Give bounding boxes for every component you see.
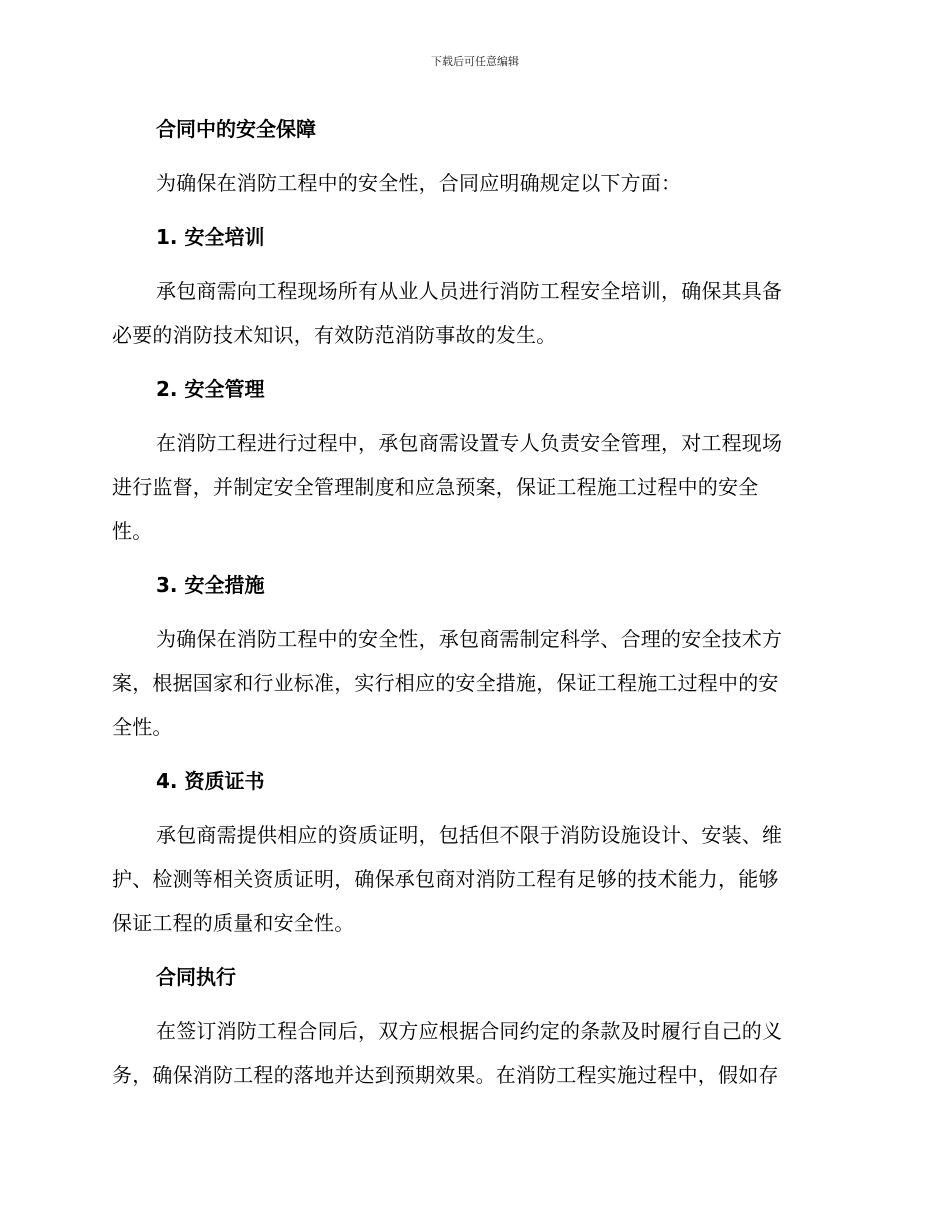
- heading-qualification: 4. 资质证书: [156, 769, 265, 793]
- paragraph-safety-training: [112, 269, 832, 357]
- intro-paragraph: [112, 161, 832, 205]
- paragraph-line: 务，确保消防工程的落地并达到预期效果。在消防工程实施过程中，假如存: [112, 1063, 779, 1087]
- paragraph-line: 进行监督，并制定安全管理制度和应急预案，保证工程施工过程中的安全: [112, 475, 759, 499]
- paragraph-line: 案，根据国家和行业标准，实行相应的安全措施，保证工程施工过程中的安: [112, 671, 779, 695]
- document-body: [112, 107, 832, 1107]
- paragraph-line: 在消防工程进行过程中，承包商需设置专人负责安全管理，对工程现场: [156, 431, 783, 455]
- heading-safety-management: 2. 安全管理: [156, 377, 265, 401]
- paragraph-safety-management: [112, 421, 832, 553]
- paragraph-line: 必要的消防技术知识，有效防范消防事故的发生。: [112, 323, 557, 347]
- paragraph-line: 为确保在消防工程中的安全性，合同应明确规定以下方面：: [156, 171, 682, 195]
- paragraph-execution: [112, 1009, 832, 1097]
- heading-safety-training: 1. 安全培训: [156, 225, 265, 249]
- paragraph-line: 在签订消防工程合同后，双方应根据合同约定的条款及时履行自己的义: [156, 1019, 783, 1043]
- heading-safety-measures: 3. 安全措施: [156, 573, 265, 597]
- paragraph-line: 护、检测等相关资质证明，确保承包商对消防工程有足够的技术能力，能够: [112, 867, 779, 891]
- section-title-safety: 合同中的安全保障: [156, 117, 316, 141]
- paragraph-line: 全性。: [112, 715, 173, 739]
- paragraph-line: 保证工程的质量和安全性。: [112, 911, 355, 935]
- paragraph-line: 性。: [112, 519, 153, 543]
- page-header: 下载后可任意编辑: [431, 55, 519, 68]
- section-title-execution: 合同执行: [156, 965, 236, 989]
- paragraph-line: 承包商需向工程现场所有从业人员进行消防工程安全培训，确保其具备: [156, 279, 783, 303]
- paragraph-safety-measures: [112, 617, 832, 749]
- paragraph-qualification: [112, 813, 832, 945]
- paragraph-line: 为确保在消防工程中的安全性，承包商需制定科学、合理的安全技术方: [156, 627, 783, 651]
- paragraph-line: 承包商需提供相应的资质证明，包括但不限于消防设施设计、安装、维: [156, 823, 783, 847]
